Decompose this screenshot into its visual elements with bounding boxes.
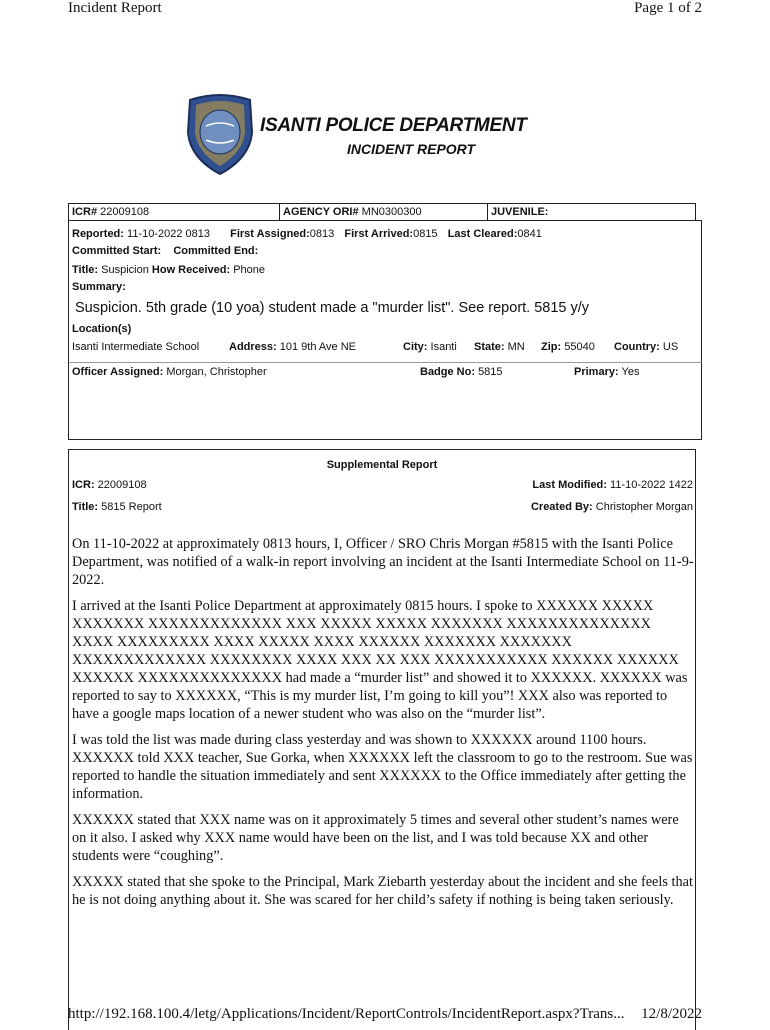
narrative-paragraph: I arrived at the Isanti Police Department at approximately 0815 hours. I spoke to XXXXXX XXXXX XXXXXXX XXXXXXXXXXXXX XXX XXXXX XXXXX XXXXXXX XXXXXXXXXXXXXX XXXX XXXXXXXXX XXXX XXXXX XXXX XXXXXX XXXXXXX XXXXXXX XXXXXXXXXXXXX XXXXXXXX XXXX XXX XX XXX XXXXXXXXXXX XXXXXX XXXXXX XXXXXX XXXXXXXXXXXXXX had made a “murder list” and showed it to XXXXXX. XXXXXX was reported to say to XXXXXX, “This is my murder list, I’m going to kill you”! XXX also was reported to have a google maps location of a newer student who was also on the “murder list”. — [72, 598, 688, 722]
icr-cell: ICR# 22009108 — [69, 204, 280, 221]
city-value: Isanti — [430, 341, 457, 353]
narrative — [72, 535, 694, 917]
summary-text: Suspicion. 5th grade (10 yoa) student made a "murder list". See report. 5815 y/y — [75, 300, 590, 316]
narrative-paragraph: XXXXX stated that she spoke to the Principal, Mark Ziebarth yesterday about the incident and she feels that he is not doing anything about it. She was scared for her child’s safety if nothing is being taken seriously. — [72, 874, 693, 908]
location-line: Isanti Intermediate School Address: 101 9th Ave NE City: Isanti State: MN Zip: 55040 Country: US — [72, 341, 679, 353]
supp-title-line: Title: 5815 Report — [72, 501, 162, 513]
primary-value: Yes — [621, 366, 640, 378]
icr-header-row — [68, 203, 696, 221]
title-value: Suspicion — [101, 264, 149, 276]
supplemental-title: Supplemental Report — [326, 459, 438, 471]
created-by-value: Christopher Morgan — [595, 501, 693, 513]
supp-title-value: 5815 Report — [101, 501, 162, 513]
zip-value: 55040 — [564, 341, 595, 353]
last-modified-line: Last Modified: 11-10-2022 1422 — [532, 479, 693, 491]
state-value: MN — [507, 341, 525, 353]
officer-name: Morgan, Christopher — [166, 366, 267, 378]
page-number: Page 1 of 2 — [634, 0, 702, 16]
created-by-line: Created By: Christopher Morgan — [530, 501, 693, 513]
police-badge-icon — [184, 92, 256, 176]
last-cleared-value: 0841 — [517, 228, 542, 240]
agency-ori-number: MN0300300 — [361, 206, 422, 218]
title-line: Title: Suspicion How Received: Phone — [72, 264, 266, 276]
page-header-title: Incident Report — [68, 0, 162, 16]
committed-line: Committed Start: Committed End: — [72, 245, 259, 257]
address-value: 101 9th Ave NE — [279, 341, 356, 353]
agency-ori-cell: AGENCY ORI# MN0300300 — [280, 204, 488, 221]
footer-url: http://192.168.100.4/letg/Applications/Incident/ReportControls/IncidentReport.aspx?Trans... — [68, 1006, 625, 1022]
department-name: ISANTI POLICE DEPARTMENT — [260, 115, 527, 136]
footer-date: 12/8/2022 — [641, 1006, 702, 1022]
officer-assigned-box — [68, 362, 702, 440]
first-arrived-value: 0815 — [413, 228, 438, 240]
summary-label: Summary: — [72, 281, 126, 293]
incident-details-box — [68, 220, 702, 363]
country-value: US — [662, 341, 679, 353]
badge-number: 5815 — [478, 366, 503, 378]
first-assigned-value: 0813 — [309, 228, 335, 240]
supp-icr-line: ICR: 22009108 — [72, 479, 147, 491]
reported-value: 11-10-2022 0813 — [127, 228, 210, 240]
narrative-paragraph: On 11-10-2022 at approximately 0813 hours, I, Officer / SRO Chris Morgan #5815 with the Isanti Police Department, was notified of a walk-in report involving an incident at the Isanti Intermediate School on 11-9-2022. — [72, 536, 694, 588]
narrative-paragraph: XXXXXX stated that XXX name was on it approximately 5 times and several other student’s names were on it also. I asked why XXX name would have been on the list, and I was told because XX and other students were “coughing”. — [72, 812, 679, 864]
locations-label: Location(s) — [72, 323, 132, 335]
supp-icr-number: 22009108 — [97, 479, 147, 491]
juvenile-cell: JUVENILE: — [491, 206, 549, 218]
narrative-paragraph: I was told the list was made during class yesterday and was shown to XXXXXX around 1100 hours. XXXXXX told XXX teacher, Sue Gorka, when XXXXXX left the classroom to go to the restroom. Sue was reported to handle the situation immediately and sent XXXXXX to the Office immediately after getting the information. — [72, 732, 693, 802]
supplemental-report-box — [68, 449, 696, 1030]
officer-line: Officer Assigned: Morgan, Christopher — [72, 366, 267, 378]
primary-line: Primary: Yes — [574, 366, 640, 378]
badge-number-line: Badge No: 5815 — [420, 366, 503, 378]
icr-number: 22009108 — [100, 206, 150, 218]
report-type-heading: INCIDENT REPORT — [347, 141, 476, 157]
times-line: Reported: 11-10-2022 0813 First Assigned:0813 First Arrived:0815 Last Cleared:0841 — [72, 228, 542, 240]
location-name: Isanti Intermediate School — [72, 341, 200, 353]
last-modified-value: 11-10-2022 1422 — [610, 479, 693, 491]
how-received-value: Phone — [233, 264, 266, 276]
